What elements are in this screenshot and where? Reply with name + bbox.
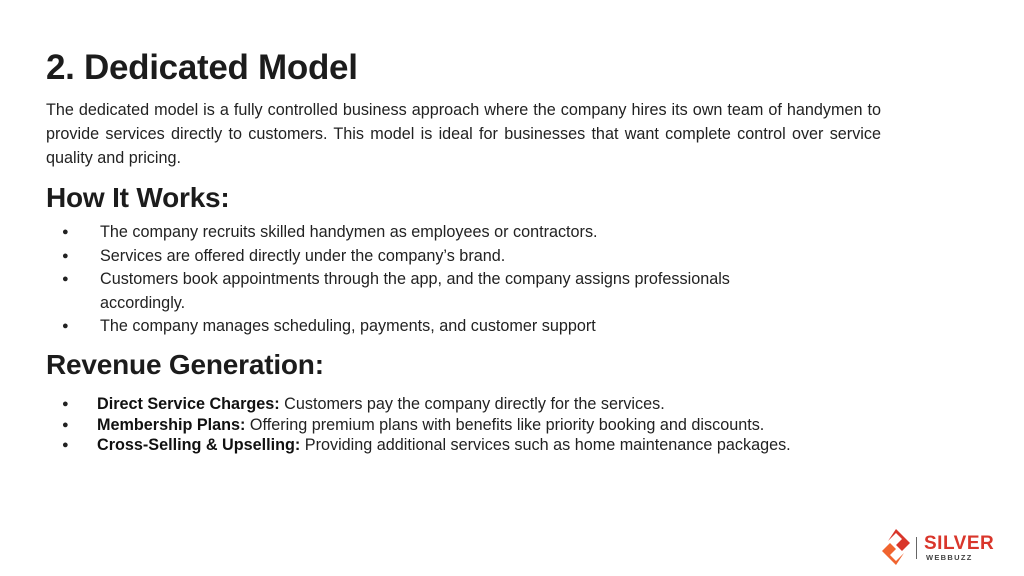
list-item: ● The company recruits skilled handymen as employees or contractors. — [60, 221, 780, 245]
revenue-list — [60, 394, 862, 456]
revenue-term: Membership Plans: — [97, 415, 246, 434]
list-item — [60, 394, 862, 415]
intro-paragraph: The dedicated model is a fully controlled business approach where the company hires its own team of handymen to provide services directly to customers. This model is ideal for businesses that want complete control over service quality and pricing. — [46, 101, 881, 167]
revenue-text: Offering premium plans with benefits like priority booking and discounts. — [245, 415, 765, 434]
revenue-term: Cross-Selling & Upselling: — [97, 436, 301, 454]
list-item: ● The company manages scheduling, payments, and customer support — [60, 315, 780, 339]
list-item — [60, 435, 862, 456]
revenue-generation-heading: Revenue Generation: — [46, 349, 324, 380]
list-item: ● Customers book appointments through the app, and the company assigns professionals accordingly. — [60, 268, 760, 315]
logo-wordmark: SILVER — [924, 533, 995, 554]
list-item: ● Services are offered directly under the company’s brand. — [60, 245, 780, 269]
how-it-works-list — [60, 221, 780, 339]
company-logo — [880, 527, 1008, 567]
diamond-s-logo-icon — [880, 527, 912, 567]
revenue-text: Customers pay the company directly for the services. — [279, 395, 665, 413]
page-title: 2. Dedicated Model — [46, 48, 358, 87]
revenue-text: Providing additional services such as home maintenance packages. — [300, 436, 791, 454]
list-item — [60, 415, 862, 436]
logo-divider — [916, 537, 917, 559]
revenue-term: Direct Service Charges: — [97, 395, 280, 413]
logo-subtext: WEBBUZZ — [926, 553, 973, 562]
how-it-works-heading: How It Works: — [46, 182, 230, 213]
